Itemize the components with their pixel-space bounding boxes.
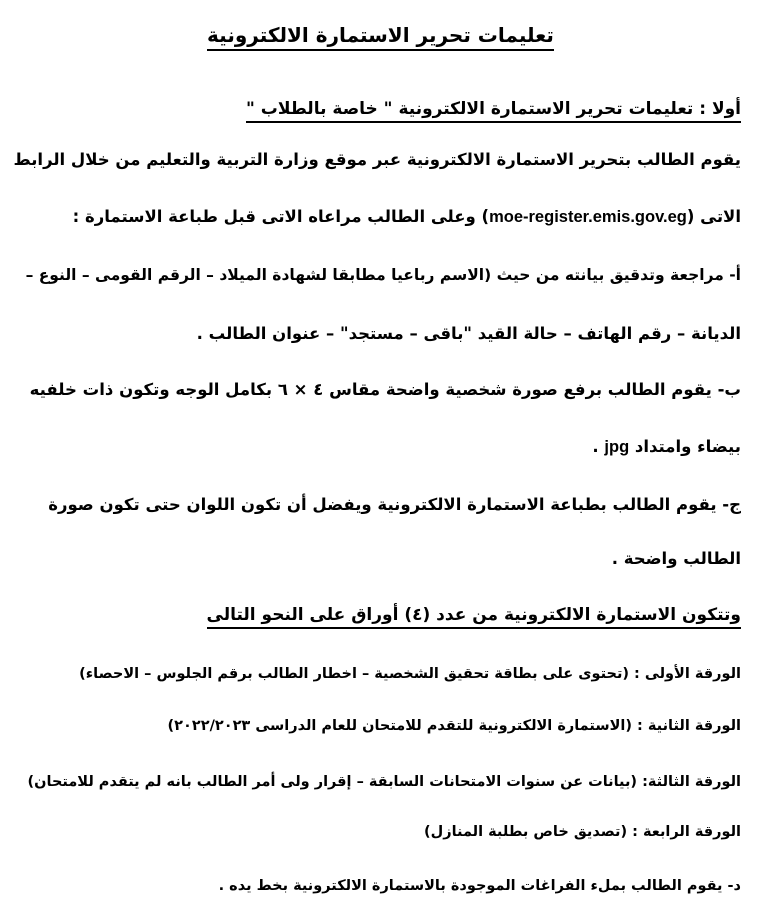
item-a-line-2: الديانة – رقم الهاتف – حالة القيد "باقى – مستجد" – عنوان الطالب . <box>196 324 741 343</box>
item-c-line-2: الطالب واضحة . <box>611 549 741 568</box>
section2-heading-text: وتتكون الاستمارة الالكترونية من عدد (٤) أوراق على النحو التالى <box>207 605 741 629</box>
section2-heading <box>14 602 741 628</box>
paper-3: الورقة الثالثة: (بيانات عن سنوات الامتحانات السابقة – إقرار ولى أمر الطالب بانه لم يتقدم للامتحان) <box>27 774 741 790</box>
paper-1: الورقة الأولى : (تحتوى على بطاقة تحقيق الشخصية – اخطار الطالب برقم الجلوس – الاحصاء) <box>79 666 741 682</box>
item-b-line-2-end: . <box>592 437 599 456</box>
paper-4: الورقة الرابعة : (تصديق خاص بطلبة المنازل) <box>424 824 741 840</box>
page-title-text: تعليمات تحرير الاستمارة الالكترونية <box>207 23 554 51</box>
intro-line-2-end: ) وعلى الطالب مراعاه الاتى قبل طباعة الاستمارة : <box>72 207 490 226</box>
item-a-line-1: أ- مراجعة وتدقيق بيانته من حيث (الاسم رباعيا مطابقا لشهادة الميلاد – الرقم القومى – النوع – <box>25 266 741 284</box>
paper-2: الورقة الثانية : (الاستمارة الالكترونية للتقدم للامتحان للعام الدراسى ٢٠٢٢/٢٠٢٣) <box>167 718 741 734</box>
item-b-line-2-start: بيضاء وامتداد <box>634 437 741 456</box>
item-d: د- يقوم الطالب بملء الفراغات الموجودة بالاستمارة الالكترونية بخط يده . <box>218 878 741 894</box>
page-title <box>0 22 761 48</box>
section1-heading-text: أولا : تعليمات تحرير الاستمارة الالكترونية " خاصة بالطلاب " <box>246 99 741 123</box>
register-link: moe-register.emis.gov.eg <box>489 208 687 226</box>
section1-heading <box>14 96 741 122</box>
intro-line-2 <box>14 204 741 230</box>
item-c-line-1: ج- يقوم الطالب بطباعة الاستمارة الالكترونية ويفضل أن تكون اللوان حتى تكون صورة <box>48 495 741 514</box>
intro-line-1: يقوم الطالب بتحرير الاستمارة الالكترونية عبر موقع وزارة التربية والتعليم من خلال الرابط <box>13 150 741 169</box>
item-b-line-2 <box>14 434 741 460</box>
intro-line-2-start: الاتى ( <box>686 207 741 226</box>
image-extension: jpg <box>604 438 630 456</box>
item-b-line-1: ب- يقوم الطالب برفع صورة شخصية واضحة مقاس ٤ × ٦ بكامل الوجه وتكون ذات خلفيه <box>29 380 741 399</box>
